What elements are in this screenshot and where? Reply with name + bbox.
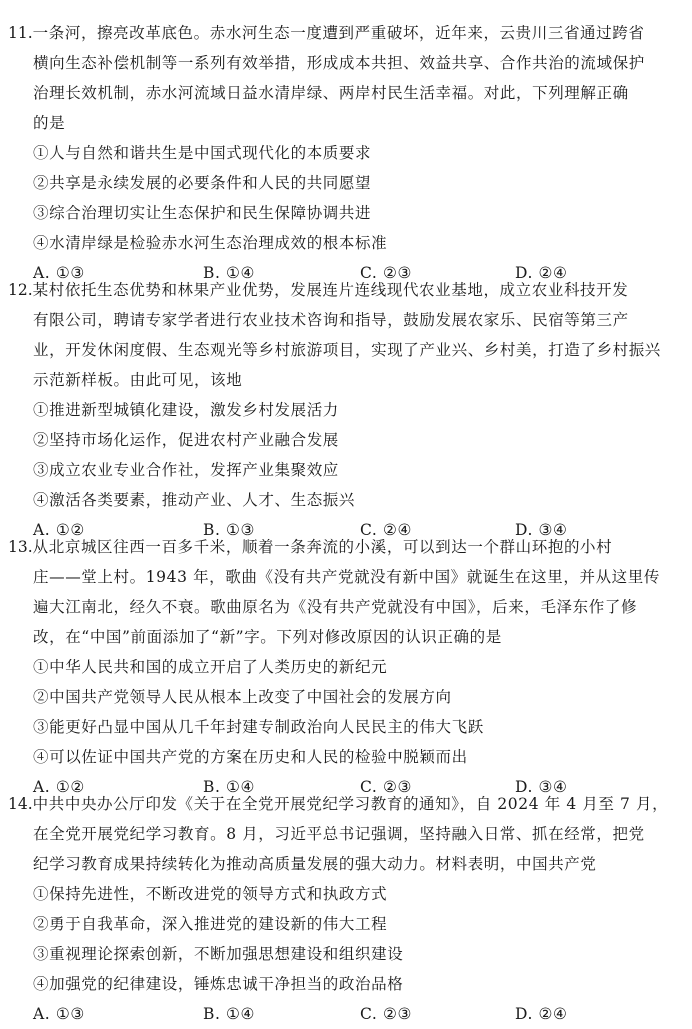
question-stem-line: 遍大江南北，经久不衰。歌曲原名为《没有共产党就没有中国》，后来，毛泽东作了修 [33, 598, 638, 616]
answer-choice-a[interactable]: A. ①② [33, 521, 85, 539]
question-stem-line: 14.中共中央办公厅印发《关于在全党开展党纪学习教育的通知》，自 2024 年 4 月至 7 月， [8, 795, 669, 813]
option-statement: ①中华人民共和国的成立开启了人类历史的新纪元 [33, 658, 388, 676]
answer-choice-d[interactable]: D. ③④ [515, 778, 568, 796]
question-number: 11. [8, 24, 33, 42]
question-stem-line: 改，在“中国”前面添加了“新”字。下列对修改原因的认识正确的是 [33, 628, 502, 646]
answer-choice-d[interactable]: D. ③④ [515, 521, 568, 539]
option-statement: ③重视理论探索创新，不断加强思想建设和组织建设 [33, 945, 404, 963]
answer-choice-c[interactable]: C. ②③ [360, 264, 412, 282]
answer-choice-c[interactable]: C. ②④ [360, 521, 412, 539]
answer-choice-d[interactable]: D. ②④ [515, 1005, 568, 1023]
question-stem-line: 庄——堂上村。1943 年，歌曲《没有共产党就没有新中国》就诞生在这里，并从这里传 [33, 568, 660, 586]
option-statement: ④加强党的纪律建设，锤炼忠诚干净担当的政治品格 [33, 975, 404, 993]
question-stem-line: 在全党开展党纪学习教育。8 月，习近平总书记强调，坚持融入日常、抓在经常，把党 [33, 825, 645, 843]
answer-choice-b[interactable]: B. ①④ [203, 264, 256, 282]
question-stem-line: 12.某村依托生态优势和林果产业优势，发展连片连线现代农业基地，成立农业科技开发 [8, 281, 629, 299]
option-statement: ①推进新型城镇化建设，激发乡村发展活力 [33, 401, 339, 419]
question-stem-line: 的是 [33, 114, 66, 132]
option-statement: ③综合治理切实让生态保护和民生保障协调共进 [33, 204, 372, 222]
answer-choice-b[interactable]: B. ①④ [203, 1005, 256, 1023]
question-stem-line: 业，开发休闲度假、生态观光等乡村旅游项目，实现了产业兴、乡村美，打造了乡村振兴 [33, 341, 661, 359]
question-stem-line: 横向生态补偿机制等一系列有效举措，形成成本共担、效益共享、合作共治的流域保护 [33, 54, 645, 72]
question-number: 12. [8, 281, 33, 299]
question-stem-line: 11.一条河，擦亮改革底色。赤水河生态一度遭到严重破坏，近年来，云贵川三省通过跨省 [8, 24, 645, 42]
option-statement: ④激活各类要素，推动产业、人才、生态振兴 [33, 491, 356, 509]
question-stem-line: 治理长效机制，赤水河流域日益水清岸绿、两岸村民生活幸福。对此，下列理解正确 [33, 84, 629, 102]
option-statement: ④水清岸绿是检验赤水河生态治理成效的根本标准 [33, 234, 388, 252]
answer-choice-b[interactable]: B. ①③ [203, 521, 256, 539]
option-statement: ①人与自然和谐共生是中国式现代化的本质要求 [33, 144, 372, 162]
option-statement: ②坚持市场化运作，促进农村产业融合发展 [33, 431, 339, 449]
option-statement: ②共享是永续发展的必要条件和人民的共同愿望 [33, 174, 372, 192]
answer-choice-a[interactable]: A. ①③ [33, 264, 85, 282]
question-number: 14. [8, 795, 33, 813]
answer-choice-c[interactable]: C. ②③ [360, 1005, 412, 1023]
option-statement: ①保持先进性，不断改进党的领导方式和执政方式 [33, 885, 388, 903]
question-number: 13. [8, 538, 33, 556]
option-statement: ③成立农业专业合作社，发挥产业集聚效应 [33, 461, 339, 479]
option-statement: ④可以佐证中国共产党的方案在历史和人民的检验中脱颖而出 [33, 748, 468, 766]
option-statement: ③能更好凸显中国从几千年封建专制政治向人民民主的伟大飞跃 [33, 718, 484, 736]
answer-choice-c[interactable]: C. ②③ [360, 778, 412, 796]
question-stem-line: 有限公司，聘请专家学者进行农业技术咨询和指导，鼓励发展农家乐、民宿等第三产 [33, 311, 629, 329]
question-stem-line: 纪学习教育成果持续转化为推动高质量发展的强大动力。材料表明，中国共产党 [33, 855, 597, 873]
option-statement: ②中国共产党领导人民从根本上改变了中国社会的发展方向 [33, 688, 452, 706]
answer-choice-d[interactable]: D. ②④ [515, 264, 568, 282]
option-statement: ②勇于自我革命，深入推进党的建设新的伟大工程 [33, 915, 388, 933]
question-stem-line: 示范新样板。由此可见，该地 [33, 371, 243, 389]
answer-choice-a[interactable]: A. ①② [33, 778, 85, 796]
answer-choice-b[interactable]: B. ①④ [203, 778, 256, 796]
answer-choice-a[interactable]: A. ①③ [33, 1005, 85, 1023]
question-stem-line: 13.从北京城区往西一百多千米，顺着一条奔流的小溪，可以到达一个群山环抱的小村 [8, 538, 613, 556]
